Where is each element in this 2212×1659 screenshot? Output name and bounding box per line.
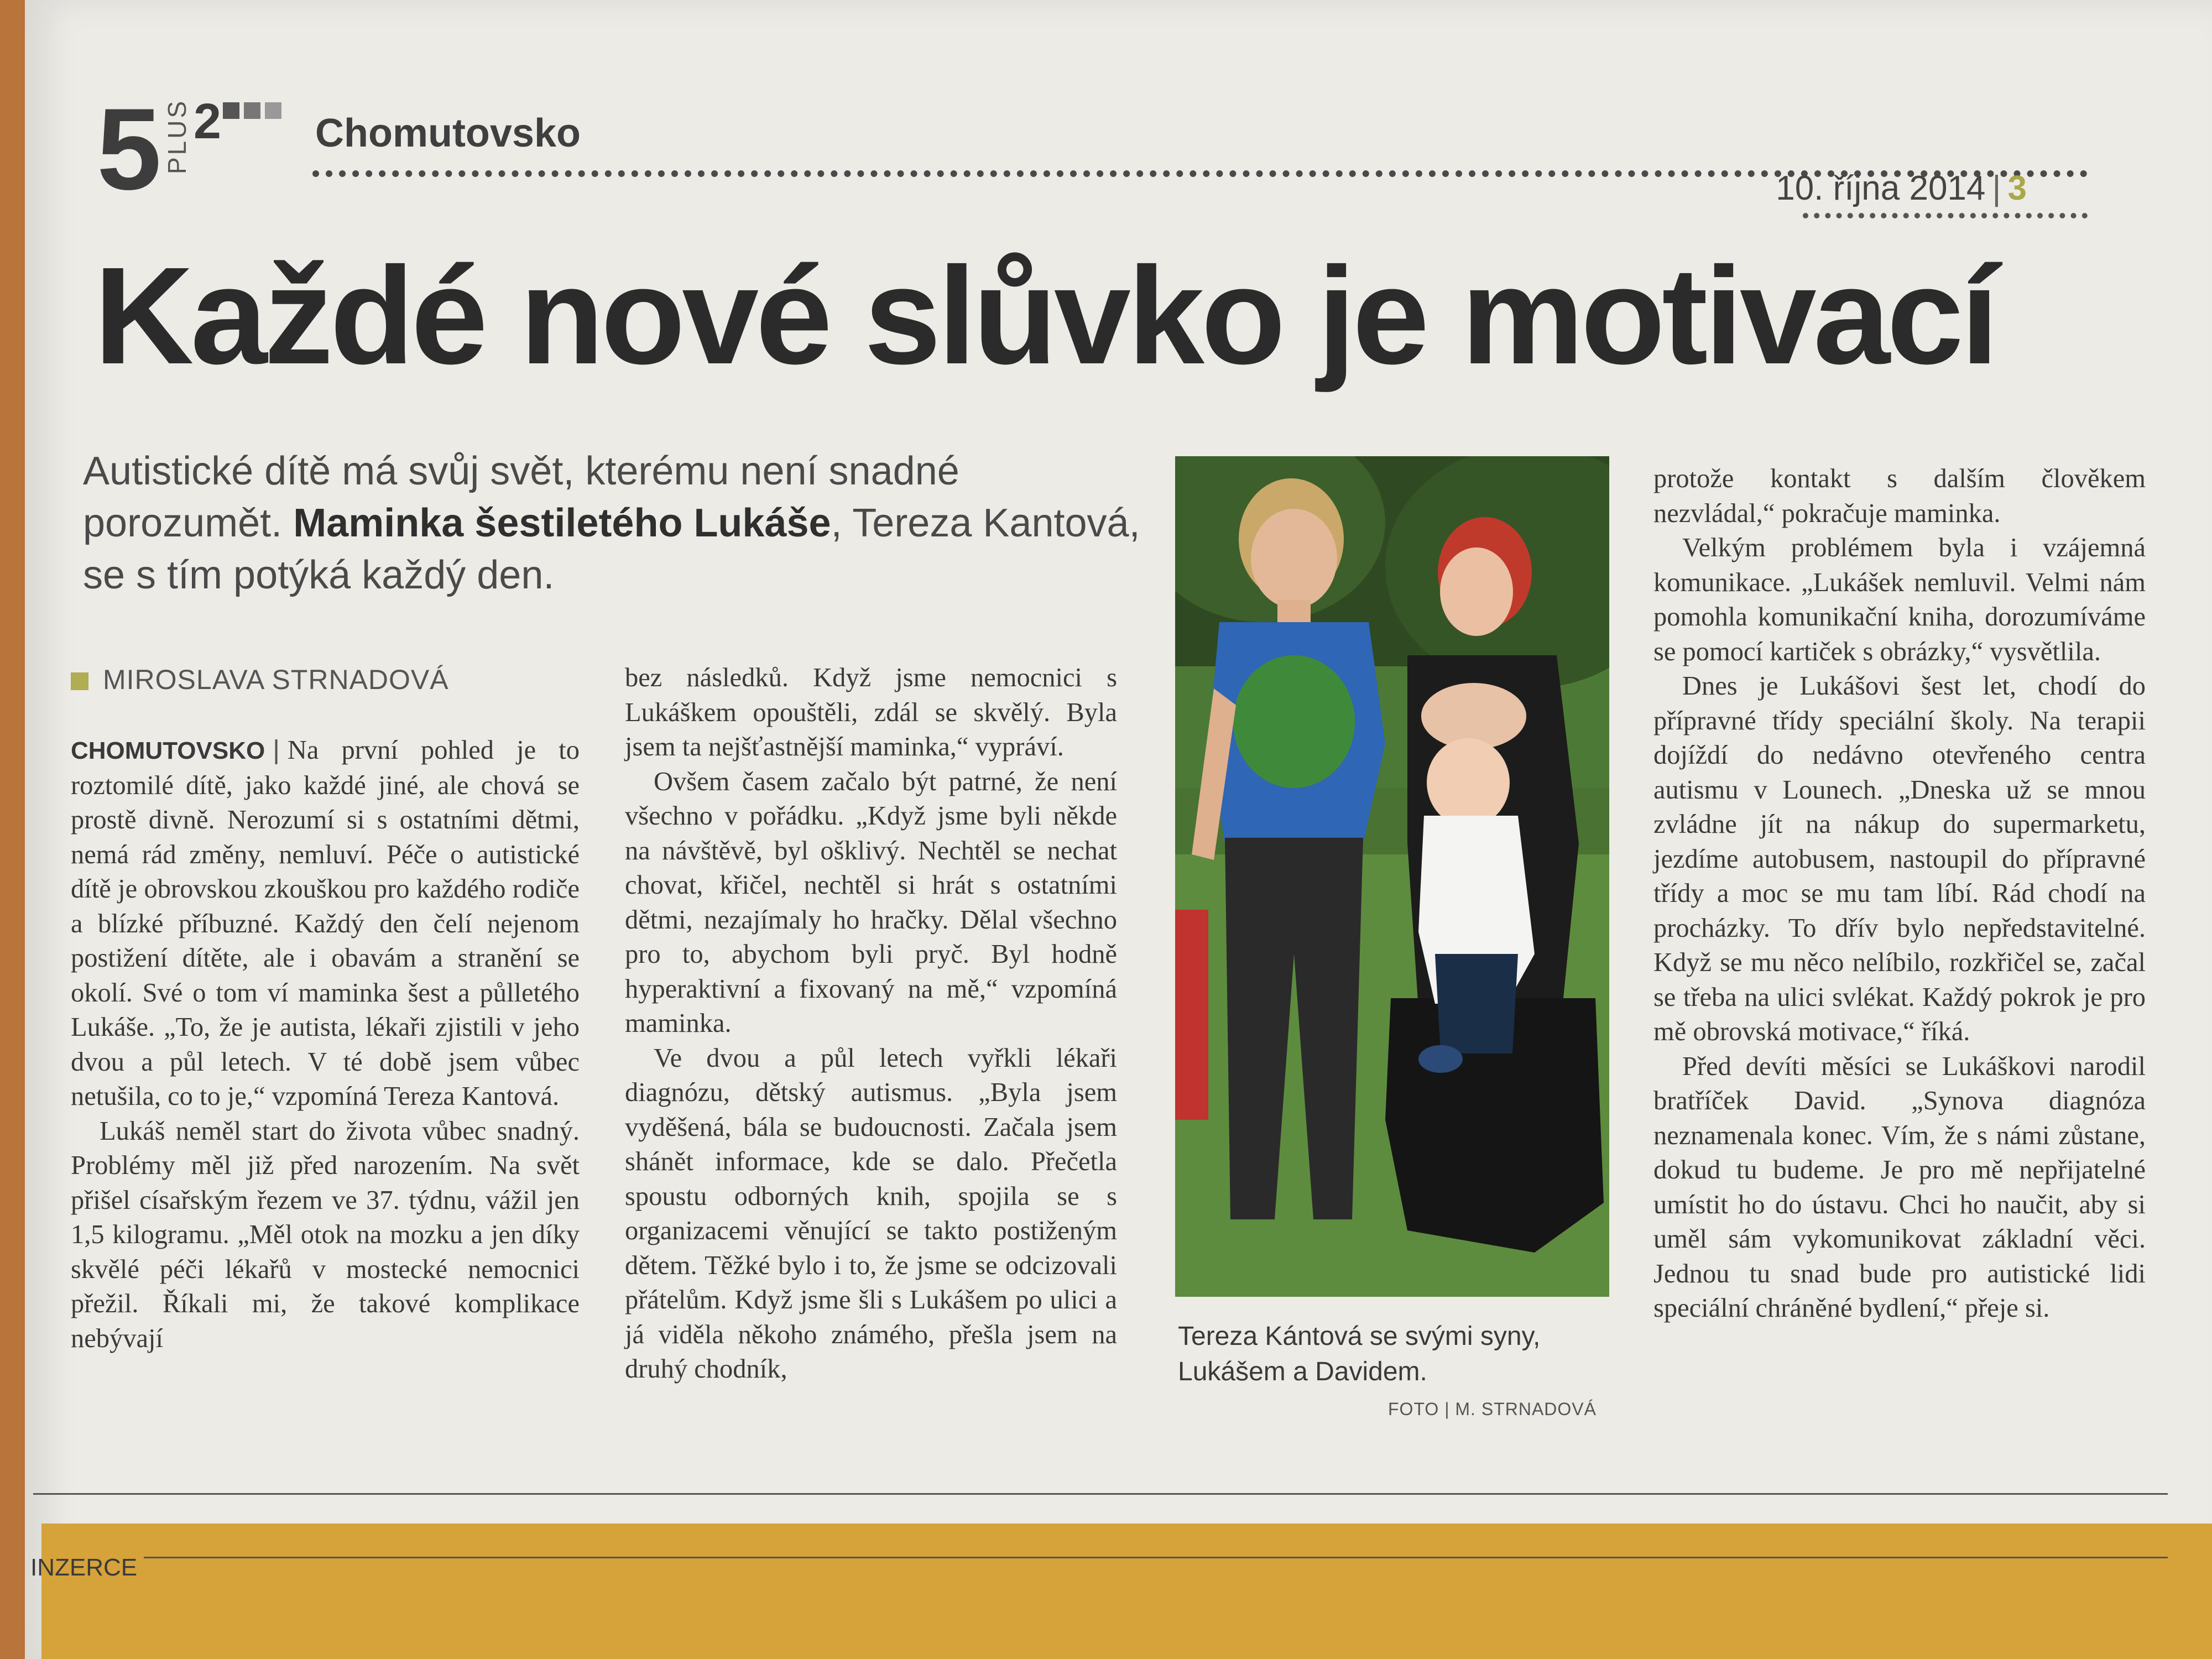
logo (97, 84, 290, 214)
date-dotted-rule (1803, 213, 2088, 218)
section-title: Chomutovsko (315, 111, 581, 155)
logo-plus: PLUS (163, 98, 191, 174)
paragraph (71, 733, 580, 1114)
paragraph: Ovšem časem začalo být patrné, že není všechno v pořádku. „Když jsme byli někde na návštěvě, byl ošklivý. Nechtěl se nechat chovat, křičel, nechtěl si hrát s ostatními dětmi, nezajímaly ho hračky. Dělal všechno pro to, abychom byli pryč. Byl hodně hyperaktivní a fixovaný na mě,“ vzpomíná maminka. (625, 766, 1117, 1038)
article-column-1 (71, 733, 580, 1356)
lead-paragraph (83, 445, 1161, 601)
paragraph: Velkým problémem byla i vzájemná komunikace. „Lukášek nemluvil. Velmi nám pomohla komunikační kniha, dorozumíváme se pomocí kartiček s obrázky,“ vysvětlila. (1653, 533, 2146, 666)
logo-square-3 (265, 102, 281, 119)
paragraph: Před devíti měsíci se Lukáškovi narodil bratříček David. „Synova diagnóza neznamenala konec. Vím, že s námi zůstane, dokud tu budeme. Je pro mě nepřijatelné umístit ho do ústavu. Chci ho naučit, aby si uměl sám vykomunikovat základní věci. Jednou tu snad bude pro autistické lidi speciální chráněné bydlení,“ přeje si. (1653, 1051, 2146, 1323)
lead-text-1: Autistické dítě má svůj svět, kterému není snadné porozumět. (83, 449, 959, 545)
dateline-separator: | (273, 735, 280, 765)
paragraph: Dnes je Lukášovi šest let, chodí do přípravné třídy speciální školy. Na terapii dojíždí do nedávno otevřeného centra autismu v Lounech. „Dneska už se mnou zvládne jít na nákup do supermarketu, jezdíme autobusem, nastoupil do přípravné třídy a moc se mu tam líbí. Rád chodí na procházky. To dřív bylo nepředstavitelné. Když se mu něco nelíbilo, rozkřičel se, začal se třeba na ulici svlékat. Každý pokrok je pro mě obrovská motivace,“ říká. (1653, 671, 2146, 1046)
headline: Každé nové slůvko je motivací (94, 238, 1996, 393)
article-column-3 (1653, 462, 2146, 1326)
logo-square-2 (244, 102, 260, 119)
page-number: 3 (2007, 169, 2027, 207)
dateline: CHOMUTOVSKO (71, 737, 265, 764)
paragraph: Ve dvou a půl letech vyřkli lékaři diagnózu, dětský autismus. „Byla jsem vyděšená, bála se budoucnosti. Začala jsem shánět informace, kde se dalo. Přečetla spoustu odborných knih, spojila se s organizacemi věnující se takto postiženým dětem. Těžké bylo i to, že jsme se odcizovali přátelům. Když jsme šli s Lukášem po ulici a já viděla někoho známého, přešla jsem na druhý chodník, (625, 1043, 1117, 1384)
byline (71, 664, 449, 696)
paragraph: Lukáš neměl start do života vůbec snadný. Problémy měl již před narozením. Na svět přišel císařským řezem ve 37. týdnu, vážil jen 1,5 kilogramu. „Měl otok na mozku a jen díky skvělé péči lékařů v mostecké nemocnici přežil. Říkali mi, že takové komplikace nebývají (71, 1116, 580, 1353)
photo-caption: Tereza Kántová se svými syny, Lukášem a Davidem. (1178, 1322, 1541, 1386)
lead-bold: Maminka šestiletého Lukáše (293, 501, 831, 545)
paragraph-text: Na první pohled je to roztomilé dítě, jako každé jiné, ale chová se prostě divně. Nerozumí si s ostatními dětmi, nemá rád změny, nemluví. Péče o autistické dítě je obrovskou zkouškou pro každého rodiče a blízké příbuzné. Každý den čelí nejenom postižení dítěte, ale i obavám a stranění se okolí. Své o tom ví maminka šest a půlletého Lukáše. „To, že je autista, lékaři zjistili v jeho dvou a půl letech. V té době jsem vůbec netušila, co to je,“ vzpomíná Tereza Kantová. (71, 735, 580, 1111)
lead-text-2: , Tereza Kantová, se s tím potýká každý den. (83, 501, 1140, 597)
advertisement-label: INZERCE (30, 1554, 138, 1581)
logo-square-1 (223, 102, 239, 119)
photo-credit: FOTO | M. STRNADOVÁ (1388, 1399, 1597, 1419)
photo-illustration (1175, 456, 1609, 1297)
paragraph: protože kontakt s dalším člověkem nezvládal,“ pokračuje maminka. (1653, 464, 2146, 528)
bottom-rule (33, 1493, 2168, 1495)
date-separator: | (1992, 169, 2001, 207)
byline-square-icon (71, 672, 88, 690)
article-photo (1175, 456, 1609, 1297)
byline-author: MIROSLAVA STRNADOVÁ (103, 664, 449, 695)
date-text: 10. října 2014 (1776, 169, 1986, 207)
advertisement-area (41, 1524, 2212, 1659)
issue-date (1776, 169, 2027, 208)
logo-superscript: 2 (194, 94, 222, 149)
article-column-2 (625, 661, 1117, 1387)
logo-numeral: 5 (97, 84, 161, 214)
advertisement-rule (144, 1557, 2168, 1558)
paragraph: bez následků. Když jsme nemocnici s Lukáškem opouštěli, zdál se skvělý. Byla jsem ta nejšťastnější maminka,“ vypráví. (625, 663, 1117, 761)
